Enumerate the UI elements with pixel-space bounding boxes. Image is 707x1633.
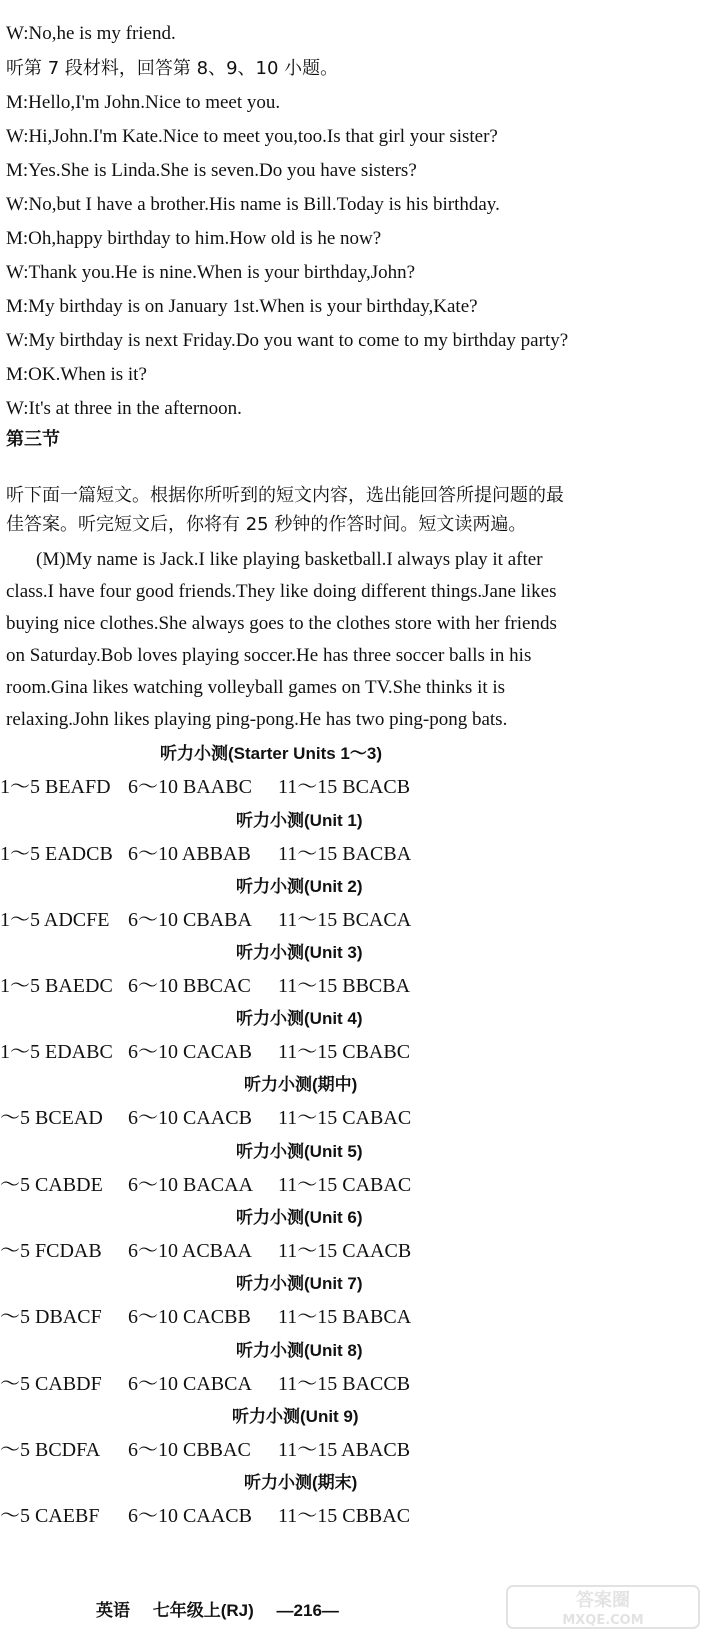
test-title: 听力小测(Unit 6) [236,1208,363,1227]
dialogue-line: W:It's at three in the afternoon. [6,398,242,419]
dialogue-line: W:Hi,John.I'm Kate.Nice to meet you,too.Is that girl your sister? [6,126,498,147]
answer-group-a: ～5 DBACF [0,1306,102,1328]
test-title: 听力小测(Unit 4) [236,1009,363,1028]
answer-row [0,1239,700,1263]
answer-row [0,974,700,998]
dialogue-line: M:My birthday is on January 1st.When is your birthday,Kate? [6,296,478,317]
passage-line: buying nice clothes.She always goes to the clothes store with her friends [6,613,557,634]
test-title: 听力小测(期末) [244,1473,358,1492]
answer-group-a: 1～5 EDABC [0,1041,113,1063]
footer-subject: 英语 [96,1601,130,1620]
test-title: 听力小测(期中) [244,1075,358,1094]
answer-group-a: 1～5 ADCFE [0,909,110,931]
passage-line: (M)My name is Jack.I like playing basketball.I always play it after [36,549,543,570]
answer-group-a: ～5 BCEAD [0,1107,103,1129]
answer-group-c: 11～15 BACCB [278,1373,411,1395]
answer-group-b: 6～10 CACAB [128,1041,252,1063]
answer-row [0,842,700,866]
test-title: 听力小测(Unit 7) [236,1274,363,1293]
answer-group-a: 1～5 BAEDC [0,975,113,997]
answer-group-b: 6～10 BAABC [128,776,252,798]
answer-row [0,908,700,932]
test-title: 听力小测(Unit 3) [236,943,363,962]
dialogue-line: W:Thank you.He is nine.When is your birthday,John? [6,262,416,283]
watermark-logo [505,1584,701,1630]
answer-group-c: 11～15 ABACB [278,1439,411,1461]
footer-page-number: —216— [276,1601,339,1620]
answer-group-a: 1～5 BEAFD [0,776,111,798]
test-title: 听力小测(Unit 2) [236,877,363,896]
answer-group-c: 11～15 BACBA [278,843,412,865]
answer-group-c: 11～15 CABAC [278,1107,412,1129]
answer-group-a: ～5 BCDFA [0,1439,101,1461]
answer-group-b: 6～10 ACBAA [128,1240,252,1262]
dialogue-line: W:No,but I have a brother.His name is Bill.Today is his birthday. [6,194,500,215]
passage-line: room.Gina likes watching volleyball games on TV.She thinks it is [6,677,506,698]
answer-group-a: 1～5 EADCB [0,843,113,865]
section-heading: 第三节 [6,429,60,450]
dialogue-line: M:Yes.She is Linda.She is seven.Do you have sisters? [6,160,417,181]
svg-text:答案圈: 答案圈 [576,1590,630,1611]
answer-row [0,1106,700,1130]
answer-row [0,1040,700,1064]
svg-text:MXQE.COM: MXQE.COM [562,1613,644,1628]
test-title: 听力小测(Unit 9) [232,1407,359,1426]
answer-group-c: 11～15 CBABC [278,1041,411,1063]
answer-group-c: 11～15 CAACB [278,1240,412,1262]
dialogue-line: M:Hello,I'm John.Nice to meet you. [6,92,281,113]
answer-group-a: ～5 CABDE [0,1174,103,1196]
material-instruction: 听第 7 段材料，回答第 8、9、10 小题。 [6,58,339,79]
answer-group-b: 6～10 BBCAC [128,975,251,997]
answer-group-b: 6～10 CABCA [128,1373,252,1395]
passage-line: class.I have four good friends.They like doing different things.Jane likes [6,581,557,602]
answer-row [0,1438,700,1462]
answer-group-b: 6～10 ABBAB [128,843,251,865]
answer-row [0,775,700,799]
test-title: 听力小测(Starter Units 1～3) [160,744,382,763]
answer-group-a: ～5 FCDAB [0,1240,102,1262]
answer-group-c: 11～15 BCACB [278,776,411,798]
answer-row [0,1372,700,1396]
answer-group-b: 6～10 CACBB [128,1306,251,1328]
instruction-line-1: 听下面一篇短文。根据你所听到的短文内容，选出能回答所提问题的最 [6,485,564,506]
answer-group-a: ～5 CAEBF [0,1505,100,1527]
answer-row [0,1305,700,1329]
test-title: 听力小测(Unit 8) [236,1341,363,1360]
answer-group-b: 6～10 BACAA [128,1174,254,1196]
passage-line: on Saturday.Bob loves playing soccer.He has three soccer balls in his [6,645,532,666]
dialogue-line: W:My birthday is next Friday.Do you want to come to my birthday party? [6,330,569,351]
answer-row [0,1173,700,1197]
answer-group-c: 11～15 CBBAC [278,1505,411,1527]
answer-group-b: 6～10 CBABA [128,909,252,931]
answer-group-c: 11～15 CABAC [278,1174,412,1196]
answer-group-c: 11～15 BCACA [278,909,412,931]
test-title: 听力小测(Unit 1) [236,811,363,830]
dialogue-line: M:OK.When is it? [6,364,147,385]
answer-group-a: ～5 CABDF [0,1373,102,1395]
footer-grade: 七年级上(RJ) [152,1601,254,1620]
page-footer [96,1600,357,1622]
dialogue-line: W:No,he is my friend. [6,23,176,44]
test-title: 听力小测(Unit 5) [236,1142,363,1161]
dialogue-line: M:Oh,happy birthday to him.How old is he now? [6,228,382,249]
answer-row [0,1504,700,1528]
answer-group-b: 6～10 CBBAC [128,1439,251,1461]
answer-group-b: 6～10 CAACB [128,1505,252,1527]
passage-line: relaxing.John likes playing ping-pong.He has two ping-pong bats. [6,709,508,730]
answer-group-c: 11～15 BABCA [278,1306,412,1328]
instruction-line-2: 佳答案。听完短文后，你将有 25 秒钟的作答时间。短文读两遍。 [6,514,527,535]
answer-group-b: 6～10 CAACB [128,1107,252,1129]
answer-group-c: 11～15 BBCBA [278,975,411,997]
